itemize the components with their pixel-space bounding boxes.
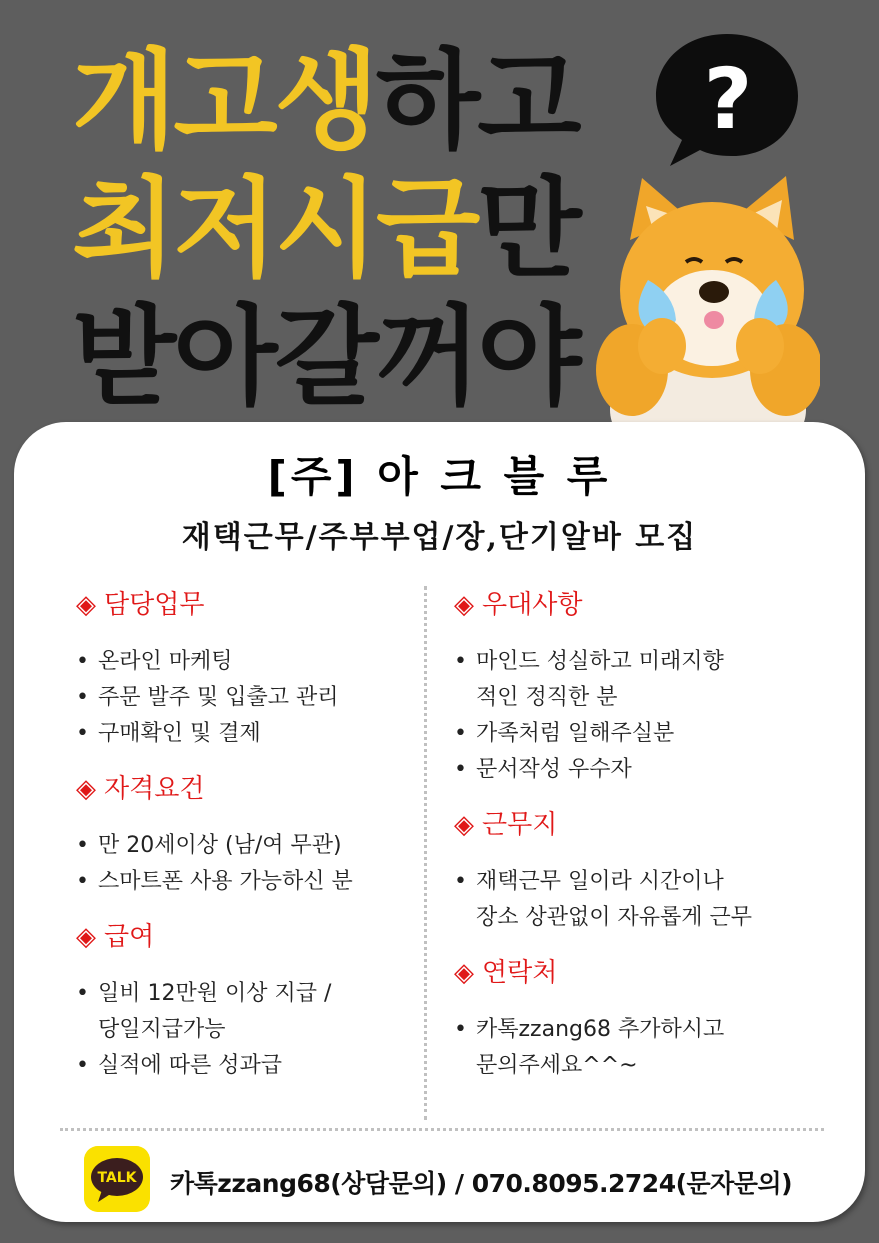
list-item: • 가족처럼 일해주실분	[454, 721, 675, 746]
section-title-workplace: ◈ 근무지	[454, 810, 558, 840]
headline-line-2	[72, 166, 579, 294]
list-item-continuation: 적인 정직한 분	[476, 685, 618, 710]
right-column	[454, 588, 844, 1084]
headline-black-text: 하고	[375, 39, 579, 164]
headline-yellow-text: 개고생	[72, 39, 376, 164]
question-mark: ?	[703, 50, 753, 148]
headline-yellow-text: 최저시급	[72, 167, 478, 292]
list-item: • 문서작성 우수자	[454, 757, 632, 782]
kakaotalk-icon[interactable]	[84, 1146, 150, 1212]
list-item-continuation: 문의주세요^^~	[476, 1053, 638, 1078]
question-bubble-icon	[652, 28, 802, 168]
list-item: • 구매확인 및 결제	[76, 721, 261, 746]
list-item: • 카톡zzang68 추가하시고	[454, 1017, 725, 1042]
contact-info: 카톡zzang68(상담문의) / 070.8095.2724(문자문의)	[170, 1169, 793, 1198]
footer-divider	[60, 1128, 824, 1131]
diamond-icon: ◈	[76, 922, 96, 952]
list-item: • 만 20세이상 (남/여 무관)	[76, 833, 342, 858]
diamond-icon: ◈	[76, 590, 96, 620]
left-column	[76, 588, 416, 1084]
headline	[72, 38, 579, 422]
diamond-icon: ◈	[76, 774, 96, 804]
diamond-icon: ◈	[454, 958, 474, 988]
column-divider	[424, 586, 427, 1120]
section-title-preferences: ◈ 우대사항	[454, 590, 583, 620]
section-title-contact: ◈ 연락처	[454, 958, 558, 988]
list-item: • 온라인 마케팅	[76, 649, 233, 674]
diamond-icon: ◈	[454, 810, 474, 840]
list-item: • 실적에 따른 성과급	[76, 1053, 283, 1078]
company-name: [주] 아 크 블 루	[267, 452, 612, 501]
section-title-duties: ◈ 담당업무	[76, 590, 205, 620]
headline-line-3	[72, 294, 579, 422]
list-item: • 마인드 성실하고 미래지향	[454, 649, 724, 674]
crying-dog-illustration	[590, 170, 820, 430]
job-posting-card	[14, 422, 865, 1222]
list-item-continuation: 당일지급가능	[98, 1017, 226, 1042]
list-item: • 재택근무 일이라 시간이나	[454, 869, 724, 894]
list-item-continuation: 장소 상관없이 자유롭게 근무	[476, 905, 753, 930]
list-item: • 주문 발주 및 입출고 관리	[76, 685, 339, 710]
recruitment-subtitle: 재택근무/주부부업/장,단기알바 모집	[181, 520, 698, 555]
headline-black-text: 만	[477, 167, 579, 292]
section-title-salary: ◈ 급여	[76, 922, 155, 952]
contact-footer	[84, 1144, 824, 1220]
headline-line-1	[72, 38, 579, 166]
diamond-icon: ◈	[454, 590, 474, 620]
section-title-qualifications: ◈ 자격요건	[76, 774, 205, 804]
headline-black-text: 받아갈꺼야	[72, 295, 579, 420]
list-item: • 일비 12만원 이상 지급 /	[76, 981, 332, 1006]
talk-icon-label: TALK	[97, 1170, 137, 1186]
list-item: • 스마트폰 사용 가능하신 분	[76, 869, 353, 894]
